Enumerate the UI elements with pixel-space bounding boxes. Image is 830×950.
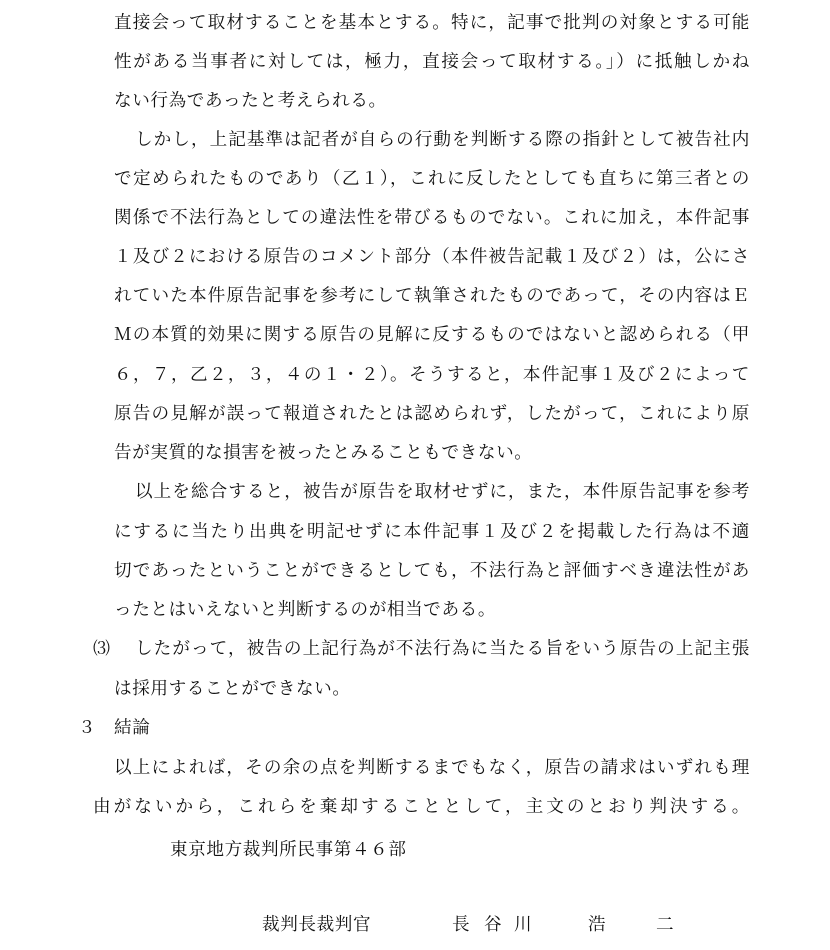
- judge-title: 裁判長裁判官: [262, 915, 372, 935]
- text-line: ったとはいえないと判断するのが相当である。: [114, 600, 497, 620]
- text-line: れていた本件原告記事を参考にして執筆されたものであって，その内容はＥ: [114, 286, 750, 306]
- text-line: 直接会って取材することを基本とする。特に，記事で批判の対象とする可能: [114, 13, 750, 33]
- text-line: 切であったということができるとしても，不法行為と評価すべき違法性があ: [114, 561, 750, 581]
- text-line: は採用することができない。: [114, 679, 351, 699]
- text-line: 性がある当事者に対しては，極力，直接会って取材する。」）に抵触しかね: [114, 52, 750, 72]
- court-name: 東京地方裁判所民事第４６部: [170, 840, 407, 860]
- item-number: ⑶: [93, 639, 110, 659]
- text-line: しかし，上記基準は記者が自らの行動を判断する際の指針として被告社内: [135, 130, 750, 150]
- judge-name-char: 二: [656, 915, 674, 935]
- text-line: 以上によれば，その余の点を判断するまでもなく，原告の請求はいずれも理: [114, 758, 750, 778]
- text-line: で定められたものであり（乙１），これに反したとしても直ちに第三者との: [114, 169, 750, 189]
- judge-name-char: 谷: [484, 915, 502, 935]
- judge-name-char: 浩: [588, 915, 606, 935]
- text-line: したがって，被告の上記行為が不法行為に当たる旨をいう原告の上記主張: [135, 639, 750, 659]
- text-line: Ｍの本質的効果に関する原告の見解に反するものではないと認められる（甲: [114, 325, 750, 345]
- text-line: 原告の見解が誤って報道されたとは認められず，したがって，これにより原: [114, 404, 750, 424]
- text-line: ない行為であったと考えられる。: [114, 91, 387, 111]
- judge-name-char: 川: [514, 915, 532, 935]
- judge-name-char: 長: [452, 915, 470, 935]
- text-line: １及び２における原告のコメント部分（本件被告記載１及び２）は，公にさ: [114, 247, 750, 267]
- section-title: 結論: [114, 718, 151, 738]
- text-line: 由がないから，これらを棄却することとして，主文のとおり判決する。: [93, 797, 750, 817]
- text-line: にするに当たり出典を明記せずに本件記事１及び２を掲載した行為は不適: [114, 522, 750, 542]
- text-line: 以上を総合すると，被告が原告を取材せずに，また，本件原告記事を参考: [135, 482, 750, 502]
- section-number: ３: [78, 718, 97, 738]
- text-line: 関係で不法行為としての違法性を帯びるものでない。これに加え，本件記事: [114, 208, 750, 228]
- text-line: 告が実質的な損害を被ったとみることもできない。: [114, 443, 533, 463]
- text-line: ６，７，乙２，３，４の１・２）。そうすると，本件記事１及び２によって: [114, 365, 750, 385]
